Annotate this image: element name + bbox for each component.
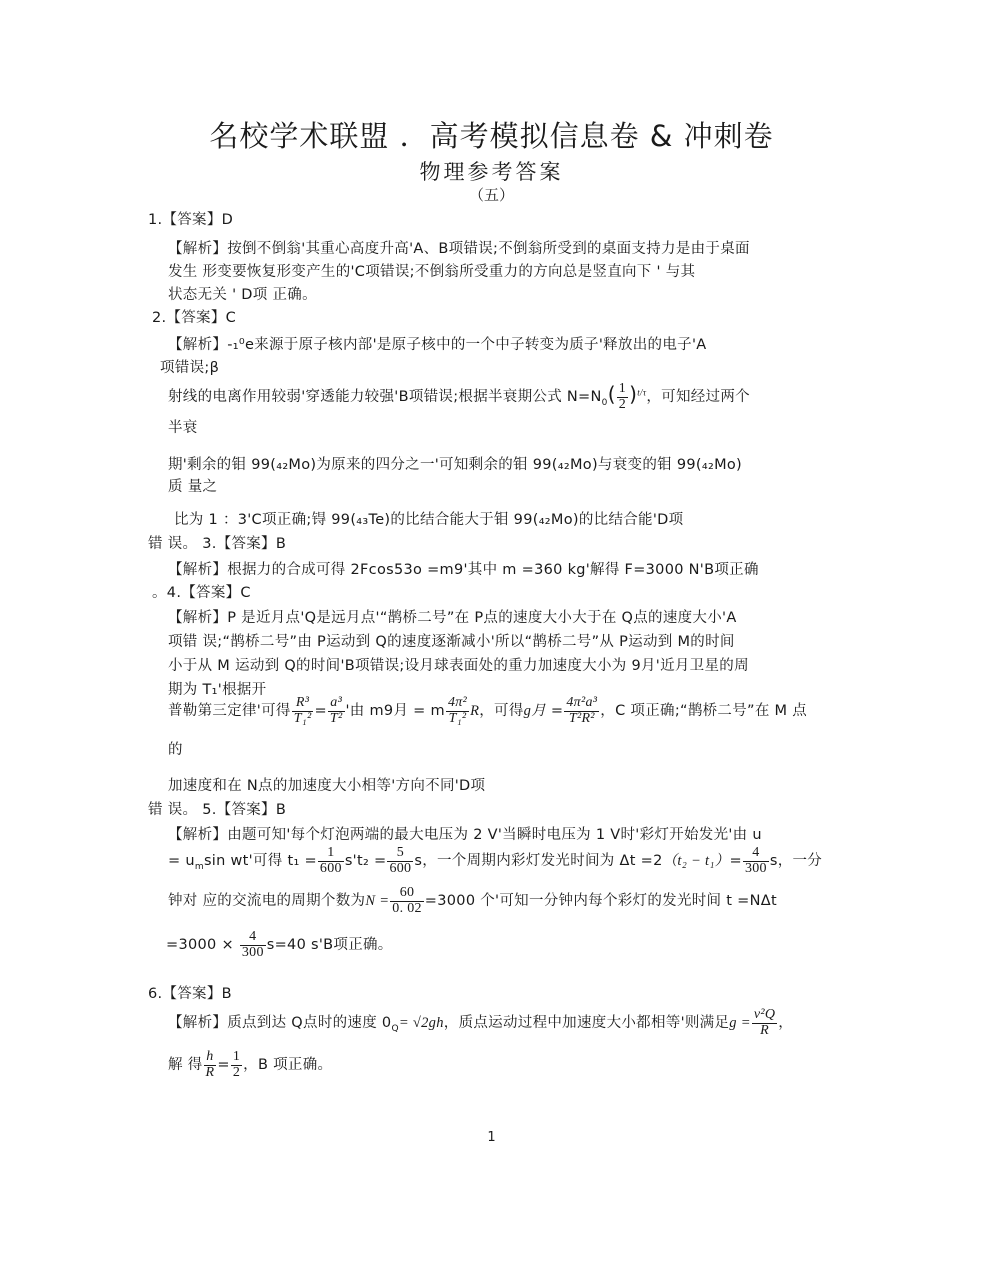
fraction-dt	[743, 846, 769, 876]
fraction-hr	[204, 1050, 217, 1080]
open-paren: (	[607, 382, 616, 407]
denominator: 300	[744, 860, 767, 876]
line: 状态无关 ' D项 正确。	[168, 287, 317, 303]
numerator: 4	[743, 846, 769, 862]
line-times	[168, 846, 822, 876]
line-result	[166, 930, 393, 960]
denominator: T²R²	[568, 710, 595, 726]
line: 【解析】由题可知'每个灯泡两端的最大电压为 2 V'当瞬时电压为 1 V时'彩灯开始发光'由 u	[168, 827, 762, 843]
fraction-g-moon	[564, 696, 599, 726]
numerator: 5	[387, 846, 413, 862]
equals: =	[217, 1057, 230, 1074]
g-moon: g月	[523, 703, 546, 720]
line-q1: 1.【答案】D	[148, 212, 234, 228]
line-text: 解 得	[168, 1057, 203, 1074]
page-title: 名校学术联盟 ．高考模拟信息卷 & 冲刺卷	[209, 119, 774, 153]
line-period-count	[168, 886, 777, 916]
numerator: v²Q	[753, 1007, 776, 1022]
equals: =	[550, 703, 564, 720]
line-text: s，一分	[769, 853, 823, 870]
line: 【解析】根据力的合成可得 2Fcos53o =m9'其中 m =360 kg'解得 F=3000 N'B项正确	[168, 562, 759, 578]
close-paren: )	[629, 382, 638, 407]
line-text: ，C 项正确;“鹊桥二号”在 M 点	[600, 703, 808, 720]
fraction-r3-t1	[292, 696, 314, 726]
fraction-n	[390, 886, 424, 916]
line-text: =3000 ×	[166, 937, 234, 954]
q-subscript: Q	[391, 1024, 399, 1035]
line: 【解析】-₁⁰e来源于原子核内部'是原子核中的一个中子转变为质子'释放出的电子'A	[168, 337, 707, 353]
fraction-t1	[318, 846, 344, 876]
line: 期为 T₁'根据开	[168, 682, 267, 698]
line-text: 射线的电离作用较弱'穿透能力较强'B项错误;根据半衰期公式 N=N	[168, 389, 602, 406]
line-text: ，质点运动过程中加速度大小都相等'则满足	[443, 1015, 730, 1032]
denominator: R	[760, 1022, 769, 1038]
line: 半衰	[168, 420, 198, 436]
line-text: ，可得	[479, 703, 524, 720]
line-text: ，B 项正确。	[243, 1057, 333, 1074]
denominator: 600	[319, 860, 342, 876]
fraction-t	[240, 930, 266, 960]
line-text: s't₂ =	[344, 853, 387, 870]
denominator: R	[205, 1064, 215, 1080]
line-kepler	[168, 696, 807, 726]
numerator: 60	[390, 886, 424, 902]
line-q3: 错 误。 3.【答案】B	[148, 536, 287, 552]
numerator: a³	[328, 696, 345, 712]
numerator: R³	[292, 696, 314, 712]
denominator: 2	[618, 396, 627, 412]
line-text: 普勒第三定律'可得	[168, 703, 291, 720]
denominator: T₁²	[448, 710, 467, 726]
numerator: 4π²a³	[566, 695, 598, 710]
page-number: 1	[487, 1130, 496, 1145]
line-text: =3000 个'可知一分钟内每个彩灯的发光时间 t =NΔt	[424, 893, 777, 910]
line-text: ，可知经过两个	[646, 389, 750, 406]
numerator: 1	[232, 1049, 241, 1064]
line-text: =	[729, 853, 742, 870]
denominator: T²	[329, 710, 343, 726]
denominator: 2	[232, 1064, 241, 1080]
line-q6: 6.【答案】B	[148, 986, 232, 1002]
line-text: 【解析】质点到达 Q点时的速度 0	[168, 1015, 392, 1032]
line-velocity	[168, 1008, 793, 1038]
line-q2: 2.【答案】C	[152, 310, 237, 326]
line-text: s=40 s'B项正确。	[266, 937, 393, 954]
line: 加速度和在 N点的加速度大小相等'方向不同'D项	[168, 778, 486, 794]
exponent: t/τ	[637, 387, 647, 398]
line-text: sin wt'可得 t₁ =	[203, 853, 317, 870]
fraction-t2	[387, 846, 413, 876]
line-text: = u	[168, 853, 195, 870]
equals: =	[314, 703, 327, 720]
line-solve	[168, 1050, 332, 1080]
line-half-life	[168, 382, 750, 412]
numerator: h	[204, 1050, 217, 1066]
line-text: '由 m9月 = m	[345, 703, 445, 720]
line-q5: 错 误。 5.【答案】B	[148, 802, 287, 818]
um-subscript: m	[194, 862, 204, 873]
time-difference: （t₂ − t₁）	[662, 853, 730, 870]
line: 项错误;β	[160, 360, 220, 376]
fraction-4pi2	[446, 696, 469, 726]
numerator: 1	[618, 381, 627, 396]
n-variable: N =	[365, 893, 390, 910]
line: 的	[168, 742, 183, 758]
line: 质 量之	[168, 479, 218, 495]
line: 比为 1 ：3'C项正确;锝 99(₄₃Te)的比结合能大于钼 99(₄₂Mo)的比结合能'D项	[174, 512, 684, 528]
line-q4: 。4.【答案】C	[152, 585, 251, 601]
line: 发生 形变要恢复形变产生的'C项错误;不倒翁所受重力的方向总是竖直向下 ' 与其	[168, 264, 696, 280]
line: 【解析】P 是近月点'Q是远月点'“鹊桥二号”在 P点的速度大小大于在 Q点的速度大小'A	[168, 610, 737, 626]
line-text: s，一个周期内彩灯发光时间为 Δt =2	[414, 853, 663, 870]
radius-variable: R	[470, 703, 480, 720]
denominator: 300	[241, 944, 264, 960]
line: 期'剩余的钼 99(₄₂Mo)为原来的四分之一'可知剩余的钼 99(₄₂Mo)与衰变的钼 99(₄₂Mo)	[168, 457, 743, 473]
fraction-half	[617, 382, 628, 412]
numerator: 4π²	[447, 695, 468, 710]
n0-subscript: 0	[601, 398, 608, 409]
numerator: 4	[240, 930, 266, 946]
edition-label: （五）	[468, 186, 514, 204]
line-text: 钟对 应的交流电的周期个数为	[168, 893, 366, 910]
line: 小于从 M 运动到 Q的时间'B项错误;设月球表面处的重力加速度大小为 9月'近月卫星的周	[168, 658, 749, 674]
denominator: 0. 02	[392, 900, 422, 916]
numerator: 1	[318, 846, 344, 862]
denominator: T₁²	[293, 710, 312, 726]
comma: ，	[778, 1015, 794, 1032]
fraction-a3-t	[328, 696, 345, 726]
denominator: 600	[389, 860, 412, 876]
page-subtitle: 物理参考答案	[419, 160, 564, 184]
fraction-vq	[752, 1008, 777, 1038]
sqrt-expression: = √2gh	[398, 1015, 444, 1032]
line: 项错 误;“鹊桥二号”由 P运动到 Q的速度逐渐减小'所以“鹊桥二号”从 P运动到 M的时间	[168, 634, 735, 650]
line: 【解析】按倒不倒翁'其重心高度升高'A、B项错误;不倒翁所受到的桌面支持力是由于桌面	[168, 241, 750, 257]
g-equals: g =	[729, 1015, 751, 1032]
fraction-half	[231, 1050, 242, 1080]
